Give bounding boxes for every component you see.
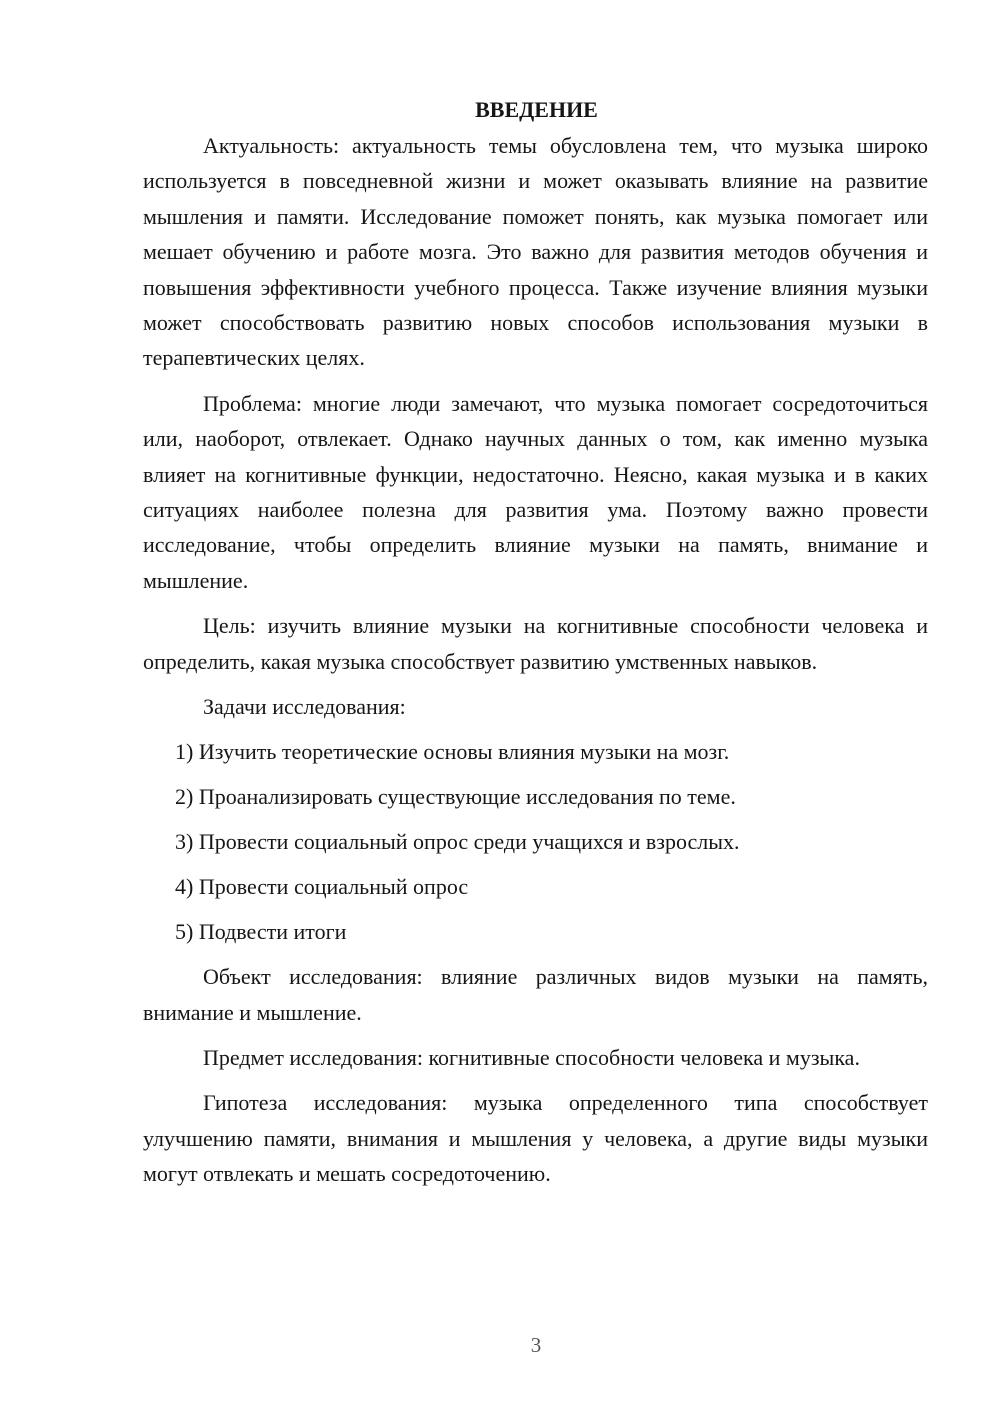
subject-paragraph: Предмет исследования: когнитивные способности человека и музыка. <box>203 1044 860 1070</box>
task-item: 2) Проанализировать существующие исследования по теме. <box>175 784 736 810</box>
task-item: 5) Подвести итоги <box>175 919 347 945</box>
task-item: 3) Провести социальный опрос среди учащихся и взрослых. <box>175 829 740 855</box>
hypothesis-paragraph: Гипотеза исследования: музыка определенного типа способствует улучшению памяти, внимания и мышления у человека, а другие виды музыки могут отвлекать и мешать сосредоточению. <box>143 1090 928 1187</box>
goal-paragraph: Цель: изучить влияние музыки на когнитивные способности человека и определить, какая музыка способствует развитию умственных навыков. <box>143 613 928 674</box>
task-item: 1) Изучить теоретические основы влияния музыки на мозг. <box>175 739 730 765</box>
problem-paragraph: Проблема: многие люди замечают, что музыка помогает сосредоточиться или, наоборот, отвлекает. Однако научных данных о том, как именно музыка влияет на когнитивные функции, недостаточно. Неясно, какая музыка и в каких ситуациях наиболее полезна для развития ума. Поэтому важно провести исследование, чтобы определить влияние музыки на память, внимание и мышление. <box>143 390 928 593</box>
object-paragraph: Объект исследования: влияние различных видов музыки на память, внимание и мышление. <box>143 964 928 1025</box>
relevance-paragraph: Актуальность: актуальность темы обусловлена тем, что музыка широко используется в повседневной жизни и может оказывать влияние на развитие мышления и памяти. Исследование поможет понять, как музыка помогает или мешает обучению и работе мозга. Это важно для развития методов обучения и повышения эффективности учебного процесса. Также изучение влияния музыки может способствовать развитию новых способов использования музыки в терапевтических целях. <box>143 133 928 371</box>
task-list <box>143 734 928 949</box>
section-heading: ВВЕДЕНИЕ <box>475 97 598 122</box>
page-number: 3 <box>530 1333 542 1357</box>
document-page <box>143 92 928 1202</box>
task-item: 4) Провести социальный опрос <box>175 874 469 900</box>
tasks-title: Задачи исследования: <box>203 694 406 720</box>
